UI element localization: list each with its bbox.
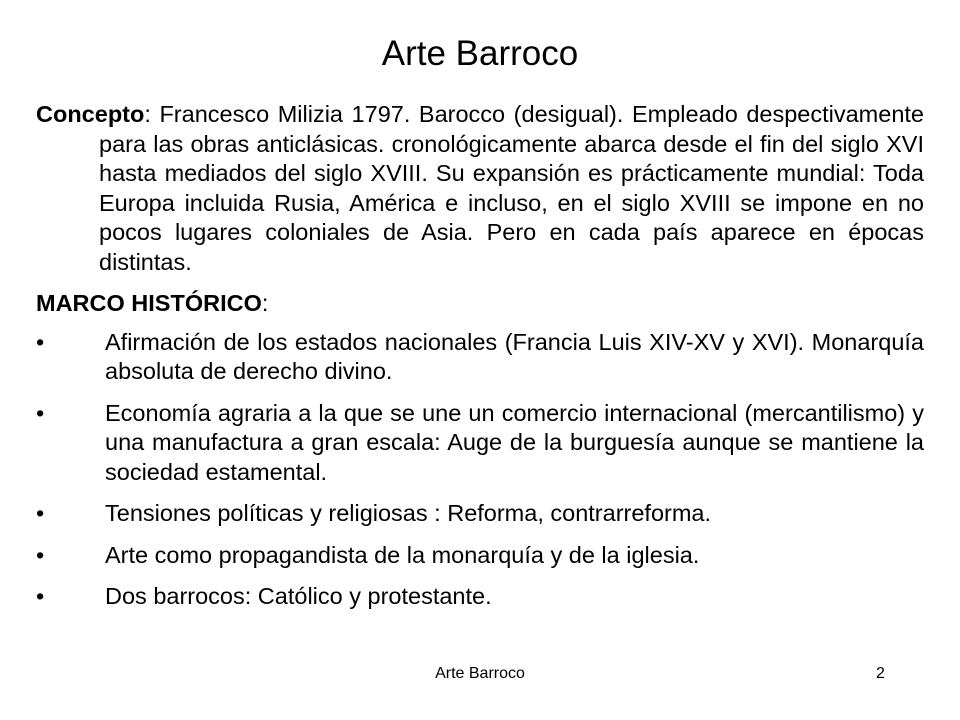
slide-title: Arte Barroco: [381, 34, 579, 73]
bullet-item: [36, 582, 924, 612]
section-heading-label: MARCO HISTÓRICO: [36, 290, 262, 316]
bullet-item: [36, 499, 924, 529]
bullet-dot-icon: •: [36, 583, 45, 609]
footer-title: Arte Barroco: [435, 665, 525, 682]
page-number: 2: [876, 665, 885, 682]
bullet-item: [36, 399, 924, 488]
bullet-dot-icon: •: [36, 399, 45, 426]
bullet-text: Dos barrocos: Católico y protestante.: [105, 583, 492, 609]
concept-paragraph: [36, 100, 924, 277]
bullet-text: Tensiones políticas y religiosas : Reforma, contrarreforma.: [105, 500, 712, 526]
bullet-item: [36, 541, 924, 571]
bullet-dot-icon: •: [36, 328, 45, 355]
section-heading: [36, 289, 924, 319]
bullet-text: Afirmación de los estados nacionales (Francia Luis XIV-XV y XVI). Monarquía absoluta de derecho divino.: [105, 328, 924, 384]
concept-label: Concepto: [36, 101, 145, 127]
section-heading-suffix: :: [261, 290, 269, 316]
bullet-dot-icon: •: [36, 500, 45, 526]
bullet-dot-icon: •: [36, 541, 45, 568]
slide-body: [36, 100, 924, 624]
bullet-text: Arte como propagandista de la monarquía y de la iglesia.: [105, 541, 700, 568]
bullet-text: Economía agraria a la que se une un comercio internacional (mercantilismo) y una manufactura a gran escala: Auge de la burguesía aunque se mantiene la sociedad estamental.: [105, 399, 924, 485]
concept-text: : Francesco Milizia 1797. Barocco (desigual). Empleado despectivamente para las obras anticlásicas. cronológicamente abarca desde el fin del siglo XVI hasta mediados del siglo XVIII. Su expansión es prácticamente mundial: Toda Europa incluida Rusia, América e incluso, en el siglo XVIII se impone en no pocos lugares coloniales de Asia. Pero en cada país aparece en épocas distintas.: [99, 101, 924, 275]
bullet-item: [36, 328, 924, 387]
